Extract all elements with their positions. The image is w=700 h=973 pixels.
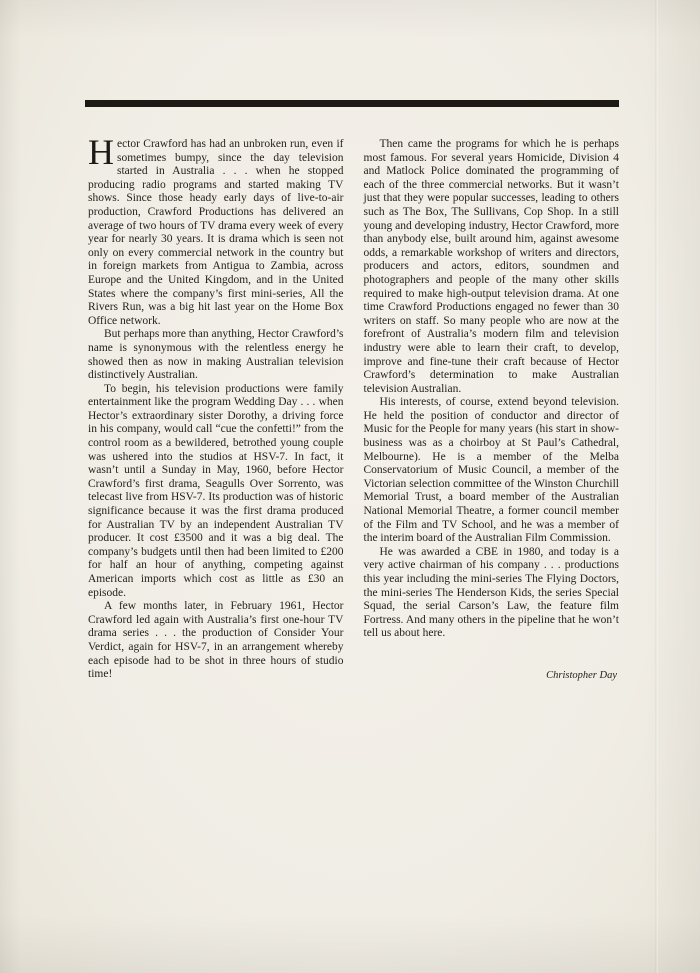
paragraph: To begin, his television productions were family entertainment like the program Wedding Day . . . when Hector’s extraordinary sister Dorothy, a driving force in his company, would call “cue the confetti!” from the control room as a bewildered, betrothed young couple was ushered into the studios at HSV-7. In fact, it wasn’t until a Sunday in May, 1960, before Hector Crawford’s first drama, Seagulls Over Sorrento, was telecast live from HSV-7. Its production was of historic significance because it was the first drama produced for Australian TV by an independent Australian TV producer. It cost £3500 and it was a big deal. The company’s budgets until then had been limited to £200 for half an hour of anything, competing against American imports which cost as little as £30 an episode. [88, 382, 344, 599]
page-fold-line [655, 0, 658, 973]
paragraph: His interests, of course, extend beyond television. He held the position of conductor and director of Music for the People for many years (his start in show-business was as a choirboy at St Paul’s Cathedral, Melbourne). He is a member of the Melba Conservatorium of Music Council, a member of the Victorian selection committee of the Winston Churchill Memorial Trust, a board member of the Australian National Memorial Theatre, a former council member of the Film and TV School, and he was a member of the interim board of the Australian Film Commission. [363, 396, 619, 545]
paragraph: A few months later, in February 1961, Hector Crawford led again with Australia’s first one-hour TV drama series . . . the production of Consider Your Verdict, again for HSV-7, in an arrangement whereby each episode had to be shot in three hours of studio time! [88, 600, 344, 681]
article-body [88, 132, 619, 683]
top-rule [85, 100, 619, 107]
paragraph: Then came the programs for which he is perhaps most famous. For several years Homicide, Division 4 and Matlock Police dominated the programming of each of the three commercial networks. But it wasn’t just that they were popular successes, leading to others such as The Box, The Sullivans, Cop Shop. In a still young and developing industry, Hector Crawford, more than anybody else, built around him, against awesome odds, a remarkable workshop of writers and directors, producers and actors, editors, soundmen and photographers and people of the many other skills required to make high-output television drama. At one time Crawford Productions engaged no fewer than 30 writers on staff. So many people who are now at the forefront of Australia’s modern film and television industry were able to learn their craft, to develop, improve and fine-tune their craft because of Hector Crawford’s determination to make Australian television Australian. [363, 138, 619, 395]
dropcap: H [88, 132, 114, 172]
byline: Christopher Day [546, 669, 617, 681]
paragraph-text: ector Crawford has had an unbroken run, even if sometimes bumpy, since the day television started in Australia . . . when he stopped producing radio programs and started making TV shows. Since those heady early days of live-to-air production, Crawford Productions has delivered an average of two hours of TV drama every week of every year for nearly 30 years. It is drama which is seen not only on every commercial network in the country but in foreign markets from Antigua to Zambia, across Europe and the United Kingdom, and in the United States where the company’s first mini-series, All the Rivers Run, was a big hit last year on the Home Box Office network. [88, 138, 344, 327]
paragraph: But perhaps more than anything, Hector Crawford’s name is synonymous with the relentless energy he showed then as now in making Australian television distinctively Australian. [88, 328, 344, 382]
paragraph [88, 132, 344, 328]
paragraph: He was awarded a CBE in 1980, and today is a very active chairman of his company . . . productions this year including the mini-series The Flying Doctors, the mini-series The Henderson Kids, the series Special Squad, the serial Carson’s Law, the feature film Fortress. And many others in the pipeline that he won’t tell us about here. [363, 545, 619, 640]
left-column [88, 132, 344, 683]
right-column [364, 138, 620, 683]
